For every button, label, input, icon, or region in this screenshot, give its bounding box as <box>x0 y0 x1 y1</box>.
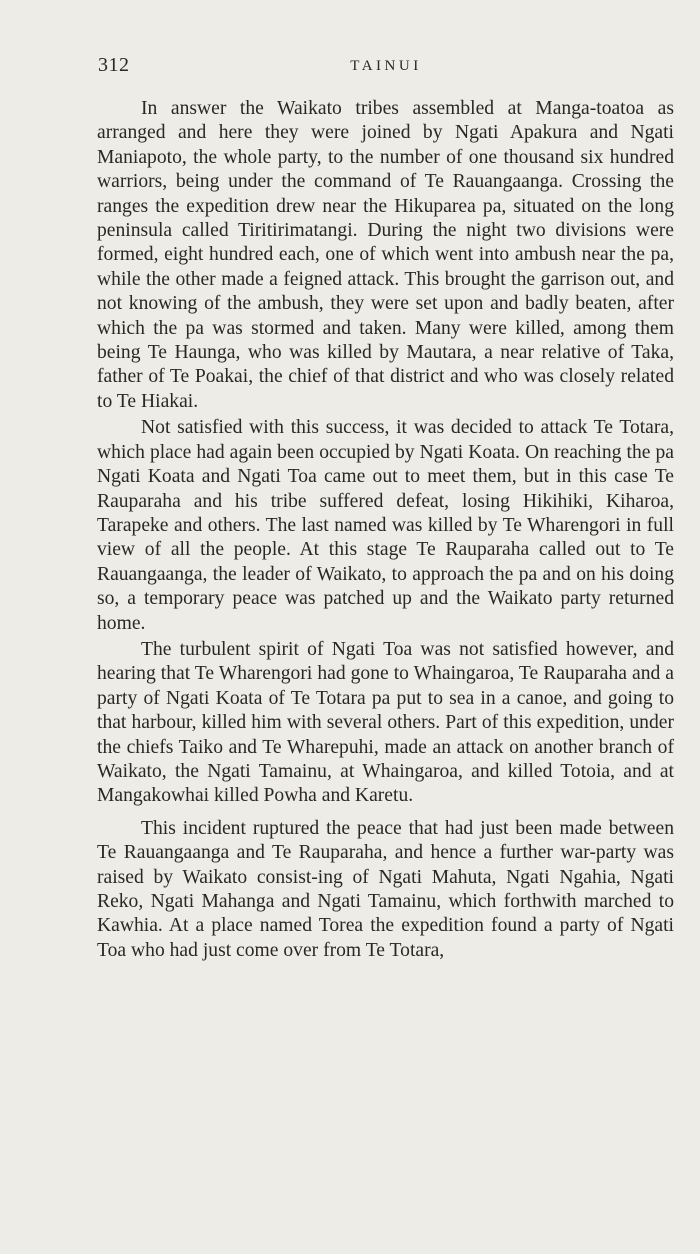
page-header <box>98 54 674 84</box>
page-number: 312 <box>98 54 130 76</box>
body-text <box>97 97 674 963</box>
paragraph: In answer the Waikato tribes assembled at Manga-toatoa as arranged and here they were joined by Ngati Apakura and Ngati Maniapoto, the whole party, to the number of one thousand six hundred warriors, being under the command of Te Rauangaanga. Crossing the ranges the expedition drew near the Hikuparea pa, situated on the long peninsula called Tiritirimatangi. During the night two divisions were formed, eight hundred each, one of which went into ambush near the pa, while the other made a feigned attack. This brought the garrison out, and not knowing of the ambush, they were set upon and badly beaten, after which the pa was stormed and taken. Many were killed, among them being Te Haunga, who was killed by Mautara, a near relative of Taka, father of Te Poakai, the chief of that district and who was closely related to Te Hiakai. <box>97 98 674 412</box>
paragraph: This incident ruptured the peace that had just been made between Te Rauangaanga and Te Rauparaha, and hence a further war-party was raised by Waikato consist-ing of Ngati Mahuta, Ngati Ngahia, Ngati Reko, Ngati Mahanga and Ngati Tamainu, which forthwith marched to Kawhia. At a place named Torea the expedition found a party of Ngati Toa who had just come over from Te Totara, <box>97 817 674 961</box>
paragraph: The turbulent spirit of Ngati Toa was not satisfied however, and hearing that Te Wharengori had gone to Whaingaroa, Te Rauparaha and a party of Ngati Koata of Te Totara pa put to sea in a canoe, and going to that harbour, killed him with several others. Part of this expedition, under the chiefs Taiko and Te Wharepuhi, made an attack on another branch of Waikato, the Ngati Tamainu, at Whaingaroa, and killed Totoia, and at Mangakowhai killed Powha and Karetu. <box>97 638 674 807</box>
paragraph: Not satisfied with this success, it was decided to attack Te Totara, which place had again been occupied by Ngati Koata. On reaching the pa Ngati Koata and Ngati Toa came out to meet them, but in this case Te Rauparaha and his tribe suffered defeat, losing Hikihiki, Kiharoa, Tarapeke and others. The last named was killed by Te Wharengori in full view of all the people. At this stage Te Rauparaha called out to Te Rauangaanga, the leader of Waikato, to approach the pa and on his doing so, a temporary peace was patched up and the Waikato party returned home. <box>97 417 674 634</box>
running-head: TAINUI <box>350 58 422 74</box>
